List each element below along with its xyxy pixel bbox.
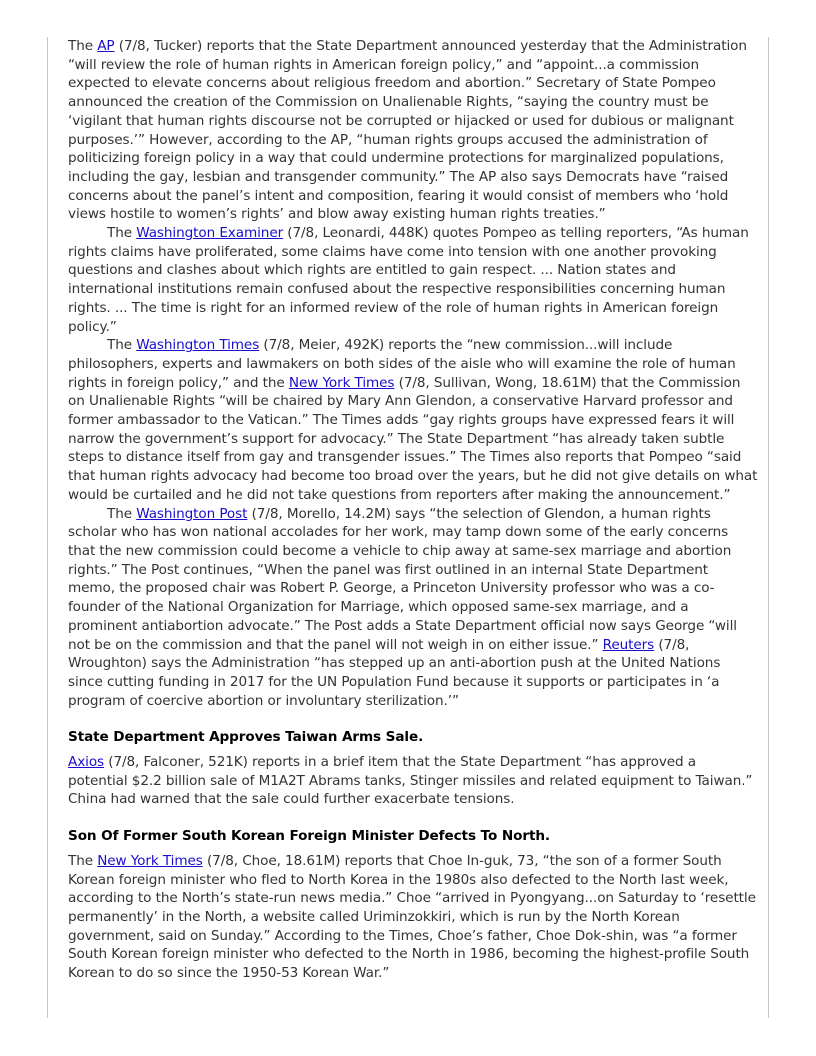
- text-segment: The: [107, 337, 137, 354]
- text-segment: (7/8, Wroughton) says the Administration “has stepped up an anti-abortion push at the United Nations since cutting funding in 2017 for the UN Population Fund because it supports or participates in ‘a program of coercive abortion or involuntary sterilization.’”: [68, 636, 721, 709]
- article-human-rights-commission: [68, 37, 758, 710]
- text-segment: (7/8, Falconer, 521K) reports in a brief item that the State Department “has approved a potential $2.2 billion sale of M1A2T Abrams tanks, Stinger missiles and related equipment to Taiwan.” China had warned that the sale could further exacerbate tensions.: [68, 754, 753, 808]
- link-washington-post[interactable]: Washington Post: [136, 505, 248, 522]
- article-taiwan-arms-sale: [68, 728, 758, 809]
- text-segment: The: [107, 505, 137, 522]
- link-washington-times[interactable]: Washington Times: [136, 337, 260, 354]
- paragraph-washington-times: [68, 336, 758, 504]
- headline-taiwan-arms-sale: State Department Approves Taiwan Arms Sale.: [68, 729, 424, 746]
- headline-korean-defector: Son Of Former South Korean Foreign Minister Defects To North.: [68, 828, 550, 845]
- text-segment: The: [68, 852, 98, 869]
- text-segment: (7/8, Sullivan, Wong, 18.61M) that the Commission on Unalienable Rights “will be chaired by Mary Ann Glendon, a conservative Harvard professor and former ambassador to the Vatican.” The Times adds “gay rights groups have expressed fears it will narrow the government’s support for advocacy.” The State Department “has already taken subtle steps to distance itself from gay and transgender issues.” The Times also reports that Pompeo “said that human rights advocacy had become too broad over the years, but he did not give details on what would be curtailed and he did not take questions from reporters after making the announcement.”: [68, 374, 758, 503]
- text-segment: (7/8, Leonardi, 448K) quotes Pompeo as telling reporters, “As human rights claims have proliferated, some claims have come into tension with one another provoking questions and clashes about which rights are entitled to gain respect. ... Nation states and international institutions remain confused about the respective responsibilities concerning human rights. ... The time is right for an informed review of the role of human rights in American foreign policy.”: [68, 225, 749, 335]
- paragraph-axios: [68, 753, 758, 809]
- paragraph-ap: [68, 37, 758, 224]
- article-korean-defector: [68, 827, 758, 983]
- link-washington-examiner[interactable]: Washington Examiner: [136, 225, 284, 242]
- text-segment: The: [107, 225, 137, 242]
- text-segment: (7/8, Morello, 14.2M) says “the selection of Glendon, a human rights scholar who has won national accolades for her work, may tamp down some of the early concerns that the new commission could become a vehicle to chip away at same-sex marriage and abortion rights.” The Post continues, “When the panel was first outlined in an internal State Department memo, the proposed chair was Robert P. George, a Princeton University professor who was a co-founder of the National Organization for Marriage, which opposed same-sex marriage, and a prominent antiabortion advocate.” The Post adds a State Department official now says George “will not be on the commission and that the panel will not weigh in on either issue.”: [68, 505, 737, 653]
- document-content: [68, 37, 758, 983]
- paragraph-washington-post: [68, 505, 758, 711]
- text-segment: (7/8, Tucker) reports that the State Department announced yesterday that the Administration “will review the role of human rights in American foreign policy,” and “appoint...a commission expected to elevate concerns about religious freedom and abortion.” Secretary of State Pompeo announced the creation of the Commission on Unalienable Rights, “saying the country must be ‘vigilant that human rights discourse not be corrupted or hijacked or used for dubious or malignant purposes.’” However, according to the AP, “human rights groups accused the administration of politicizing foreign policy in a way that could undermine protections for marginalized populations, including the gay, lesbian and transgender community.” The AP also says Democrats have “raised concerns about the panel’s intent and composition, fearing it would consist of members who ‘hold views hostile to women’s rights’ and blow away existing human rights treaties.”: [68, 38, 747, 223]
- text-segment: (7/8, Choe, 18.61M) reports that Choe In-guk, 73, “the son of a former South Korean foreign minister who fled to North Korea in the 1980s also defected to the North last week, according to the North’s state-run news media.” Choe “arrived in Pyongyang...on Saturday to ‘resettle permanently’ in the North, a website called Uriminzokkiri, which is run by the North Korean government, said on Sunday.” According to the Times, Choe’s father, Choe Dok-shin, was “a former South Korean foreign minister who defected to the North in 1986, becoming the highest-profile South Korean to do so since the 1950-53 Korean War.”: [68, 852, 756, 982]
- paragraph-washington-examiner: [68, 224, 758, 336]
- link-axios[interactable]: Axios: [68, 754, 105, 771]
- text-segment: The: [68, 38, 98, 54]
- text-segment: (7/8, Meier, 492K) reports the “new commission...will include philosophers, experts and lawmakers on both sides of the aisle who will examine the role of human rights in foreign policy,” and the: [68, 337, 736, 391]
- link-ap[interactable]: AP: [97, 38, 115, 54]
- link-new-york-times[interactable]: New York Times: [288, 374, 395, 391]
- paragraph-nyt-choe: [68, 852, 758, 983]
- link-reuters[interactable]: Reuters: [602, 636, 655, 653]
- link-new-york-times[interactable]: New York Times: [97, 852, 203, 869]
